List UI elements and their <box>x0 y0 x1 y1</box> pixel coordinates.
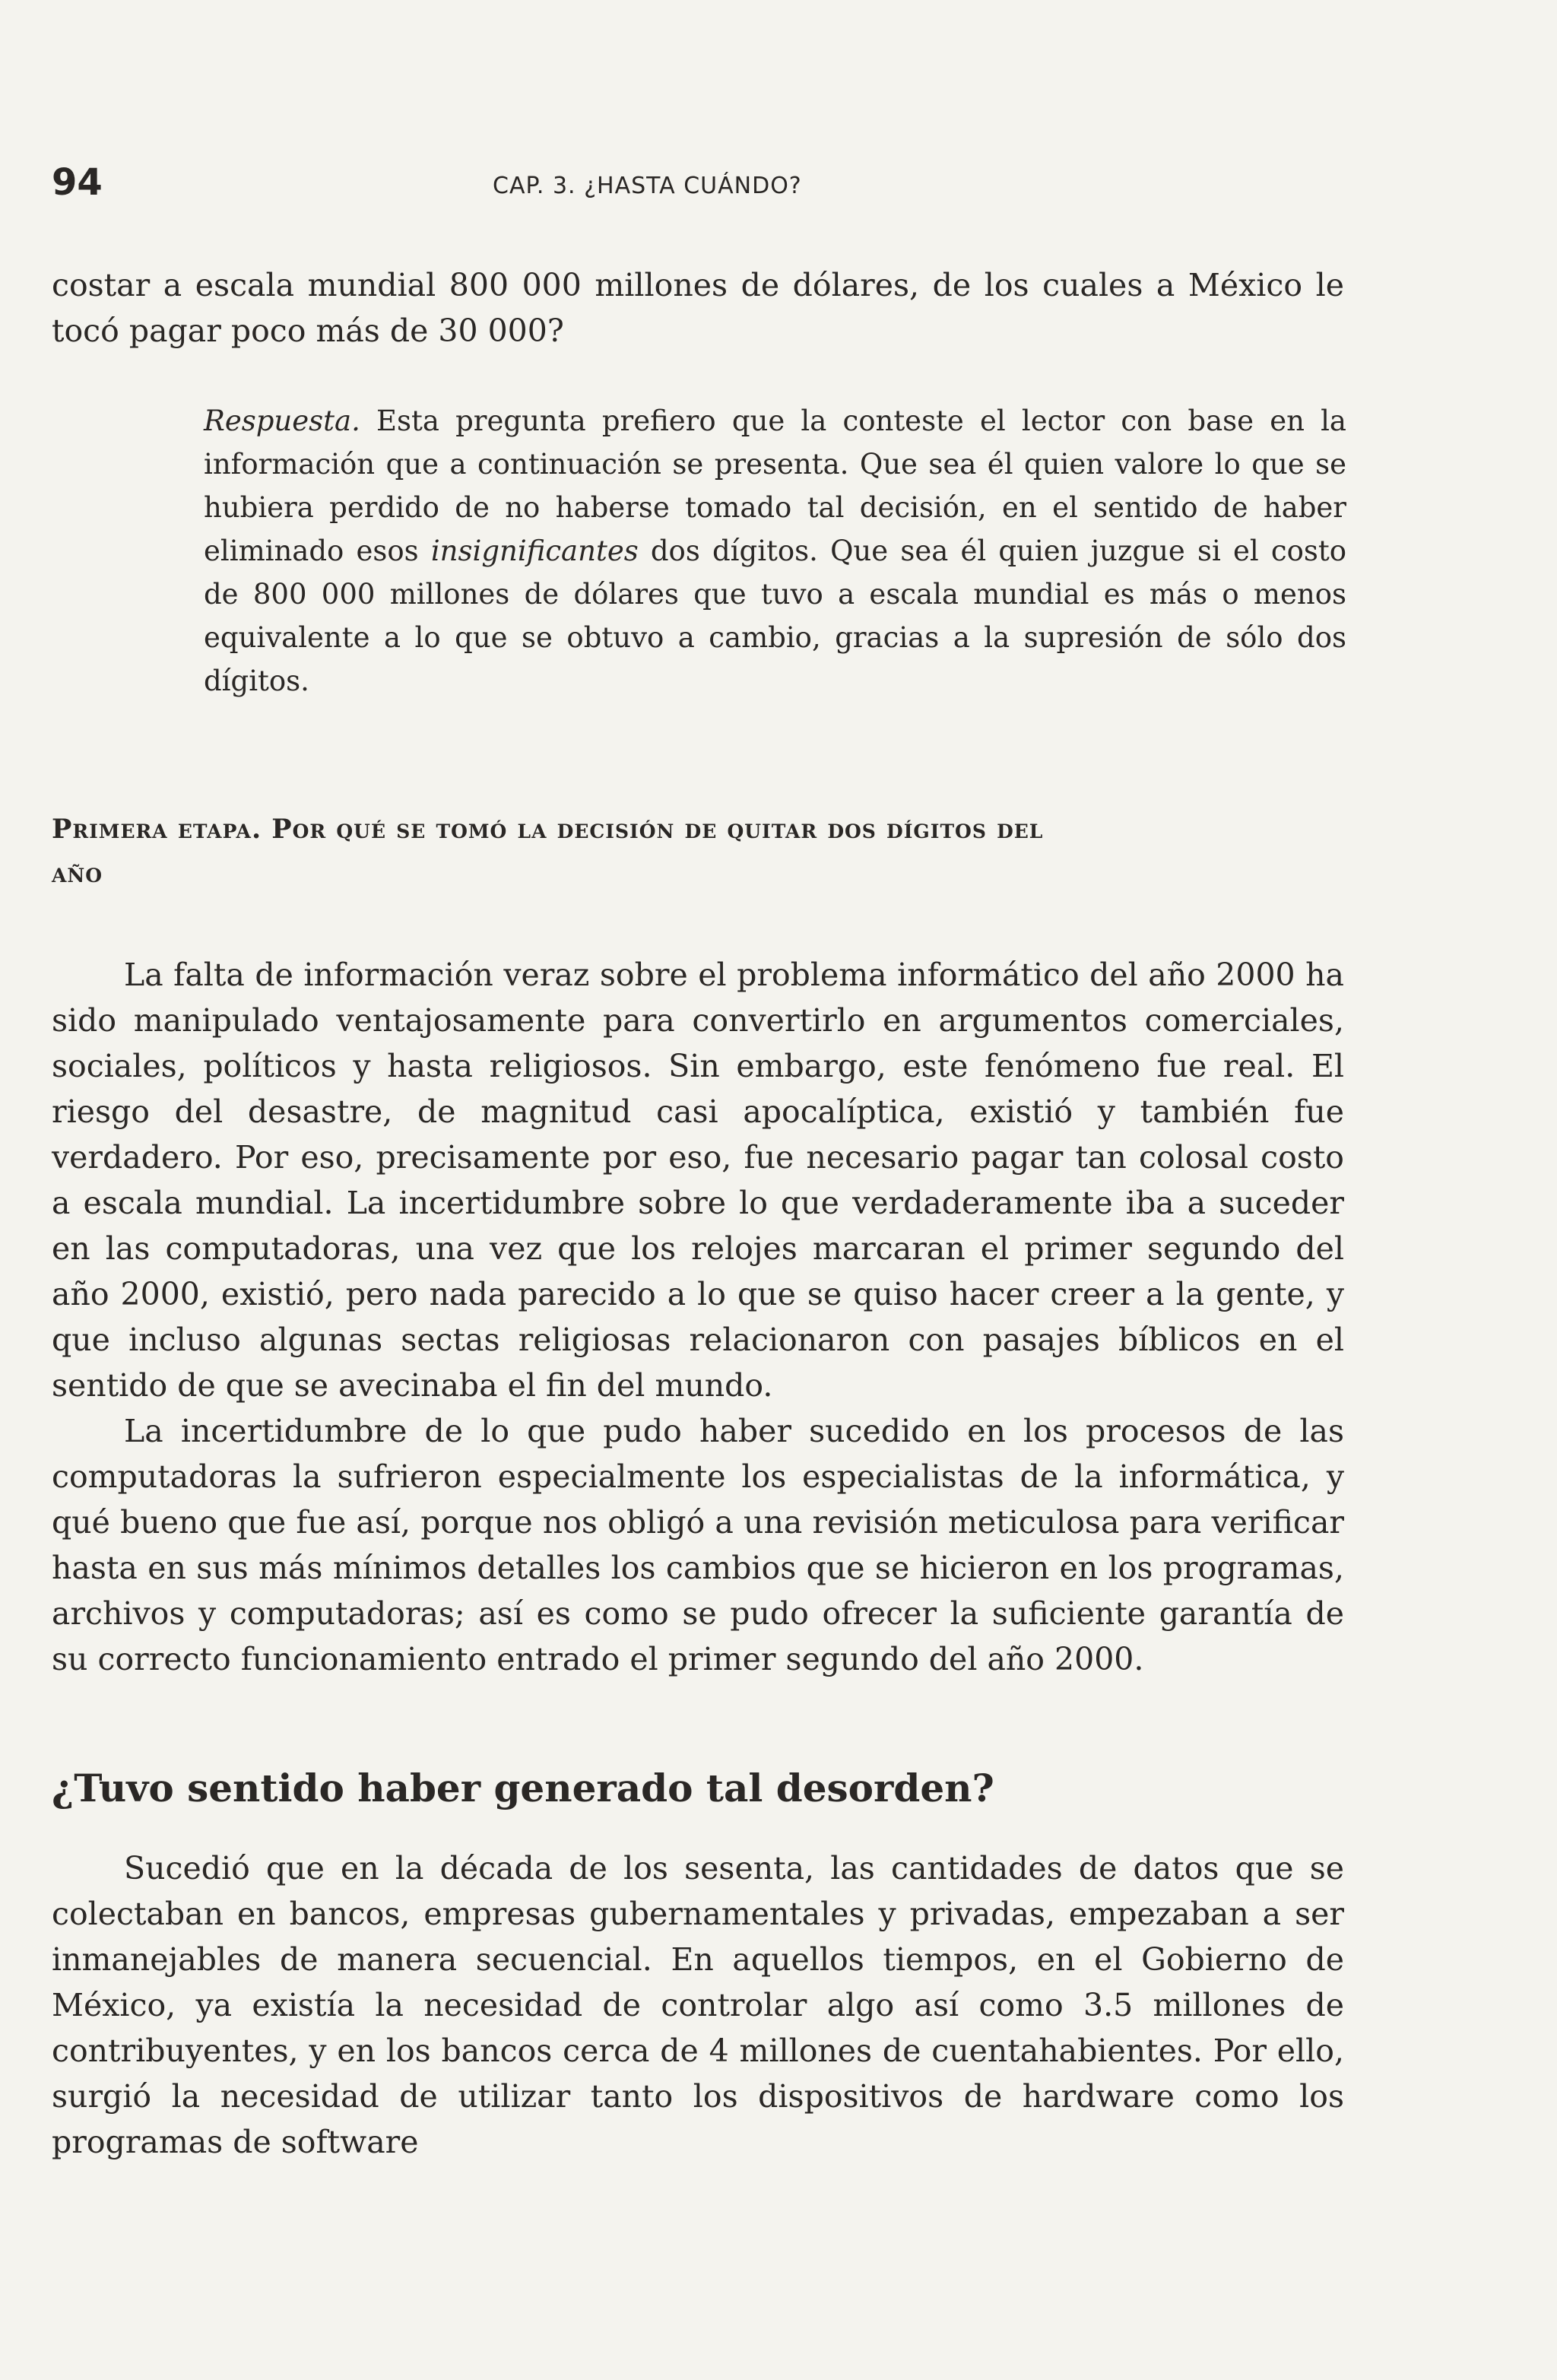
respuesta-paragraph <box>204 399 1346 703</box>
page-number: 94 <box>52 161 103 204</box>
section-paragraph-1: La falta de información veraz sobre el problema informático del año 2000 ha sido manipulado ventajosamente para convertirlo en argumentos comerciales, sociales, políticos y hasta religiosos. Sin embargo, este fenómeno fue real. El riesgo del desastre, de magnitud casi apocalíptica, existió y también fue verdadero. Por eso, precisamente por eso, fue necesario pagar tan colosal costo a escala mundial. La incertidumbre sobre lo que verdaderamente iba a suceder en las computadoras, una vez que los relojes marcaran el primer segundo del año 2000, existió, pero nada parecido a lo que se quiso hacer creer a la gente, y que incluso algunas sectas religiosas relacionaron con pasajes bíblicos en el sentido de que se avecinaba el fin del mundo. <box>52 957 1344 1404</box>
running-head <box>52 160 1344 205</box>
respuesta-emphasis: insignificantes <box>430 535 639 567</box>
section-body <box>52 952 1344 1682</box>
intro-paragraph: costar a escala mundial 800 000 millones de dólares, de los cuales a México le tocó pagar poco más de 30 000? <box>52 267 1344 349</box>
chapter-title: CAP. 3. ¿HASTA CUÁNDO? <box>493 173 802 199</box>
page-content <box>52 262 1344 2165</box>
subsection-heading: ¿Tuvo sentido haber generado tal desorden? <box>52 1766 994 1810</box>
subsection-paragraph: Sucedió que en la década de los sesenta, las cantidades de datos que se colectaban en bancos, empresas gubernamentales y privadas, empezaban a ser inmanejables de manera secuencial. En aquellos tiempos, en el Gobierno de México, ya existía la necesidad de controlar algo así como 3.5 millones de contribuyentes, y en los bancos cerca de 4 millones de cuentahabientes. Por ello, surgió la necesidad de utilizar tanto los dispositivos de hardware como los programas de software <box>52 1850 1344 2160</box>
respuesta-label: Respuesta. <box>204 405 360 437</box>
subsection-body <box>52 1845 1344 2165</box>
section-heading: Primera etapa. Por qué se tomó la decisión de quitar dos dígitos del año <box>52 814 1044 889</box>
section-paragraph-2: La incertidumbre de lo que pudo haber sucedido en los procesos de las computadoras la sufrieron especialmente los especialistas de la informática, y qué bueno que fue así, porque nos obligó a una revisión meticulosa para verificar hasta en sus más mínimos detalles los cambios que se hicieron en los programas, archivos y computadoras; así es como se pudo ofrecer la suficiente garantía de su correcto funcionamiento entrado el primer segundo del año 2000. <box>52 1413 1344 1677</box>
respuesta-text-after: dos dígitos. Que sea él quien juzgue si el costo de 800 000 millones de dólares que tuvo a escala mundial es más o menos equivalente a lo que se obtuvo a cambio, gracias a la supresión de sólo dos dígitos. <box>204 535 1346 697</box>
respuesta-text-before: Esta pregunta prefiero que la conteste el lector con base en la información que a continuación se presenta. Que sea él quien valore lo que se hubiera perdido de no haberse tomado tal decisión, en el sentido de haber eliminado esos <box>204 405 1346 567</box>
